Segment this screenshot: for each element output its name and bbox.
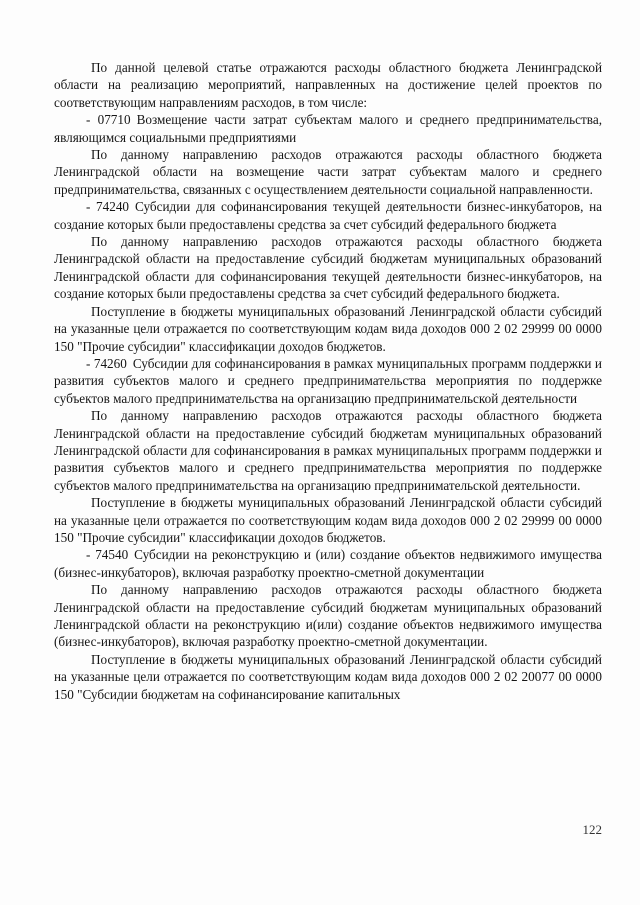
paragraph-text: По данному направлению расходов отражаются расходы областного бюджета Ленинградской области на предоставление субсидий бюджетам муниципальных образований Ленинградской области на реконструкцию и(или) создание объектов недвижимого имущества (бизнес-инкубаторов), включая разработку проектно-сметной документации. (54, 582, 602, 650)
paragraph-74240-description (54, 233, 602, 303)
paragraph-text: Поступление в бюджеты муниципальных образований Ленинградской области субсидий на указанные цели отражается по соответствующим кодам вида доходов 000 2 02 29999 00 0000 150 "Прочие субсидии" классификации доходов бюджетов. (54, 303, 602, 354)
paragraph-74240-income (54, 303, 602, 355)
paragraph-text: По данному направлению расходов отражаются расходы областного бюджета Ленинградской области на предоставление субсидий бюджетам муниципальных образований Ленинградской области для софинансирования текущей деятельности бизнес-инкубаторов, на создание которых были предоставлены средства за счет субсидий федерального бюджета. (54, 234, 602, 302)
paragraph-text: По данному направлению расходов отражаются расходы областного бюджета Ленинградской области на предоставление субсидий бюджетам муниципальных образований Ленинградской области для софинансирования в рамках муниципальных программ поддержки и развития субъектов малого и среднего предпринимательства мероприятия по поддержке субъектов малого предпринимательства на организацию предпринимательской деятельности. (54, 408, 602, 493)
paragraph-74260-income (54, 494, 602, 546)
paragraph-74260-description (54, 407, 602, 494)
expense-code: - 74260 (86, 355, 127, 371)
item-title: Возмещение части затрат субъектам малого и среднего предпринимательства, являющимся социальными предприятиями (54, 112, 602, 145)
paragraph-text: Поступление в бюджеты муниципальных образований Ленинградской области субсидий на указанные цели отражается по соответствующим кодам вида доходов 000 2 02 29999 00 0000 150 "Прочие субсидии" классификации доходов бюджетов. (54, 495, 602, 545)
item-title: Субсидии для софинансирования текущей деятельности бизнес-инкубаторов, на создание которых были предоставлены средства за счет субсидий федерального бюджета (54, 199, 602, 232)
list-item-07710 (54, 111, 602, 146)
paragraph-intro (54, 59, 602, 111)
paragraph-74540-income (54, 651, 602, 703)
paragraph-text: По данной целевой статье отражаются расходы областного бюджета Ленинградской области на реализацию мероприятий, направленных на достижение целей проектов по соответствующим направлениям расходов, в том числе: (54, 60, 602, 110)
page-number: 122 (582, 822, 602, 837)
list-item-74260 (54, 355, 602, 407)
item-title: Субсидии на реконструкцию и (или) создание объектов недвижимого имущества (бизнес-инкубаторов), включая разработку проектно-сметной документации (54, 547, 602, 580)
list-item-74540 (54, 546, 602, 581)
expense-code: - 74240 (86, 199, 130, 215)
paragraph-07710-description (54, 146, 602, 198)
expense-code: - 74540 (86, 547, 129, 563)
list-item-74240 (54, 198, 602, 233)
item-title: Субсидии для софинансирования в рамках муниципальных программ поддержки и развития субъектов малого и среднего предпринимательства мероприятия по поддержке субъектов малого предпринимательства на организацию предпринимательской деятельности (54, 355, 602, 406)
paragraph-text: Поступление в бюджеты муниципальных образований Ленинградской области субсидий на указанные цели отражается по соответствующим кодам вида доходов 000 2 02 20077 00 0000 150 "Субсидии бюджетам на софинансирование капитальных (54, 651, 602, 702)
paragraph-text: По данному направлению расходов отражаются расходы областного бюджета Ленинградской области на возмещение части затрат субъектам малого и среднего предпринимательства, связанных с осуществлением деятельности социальной направленности. (54, 147, 602, 197)
document-body (54, 59, 602, 703)
expense-code: - 07710 (86, 112, 131, 128)
paragraph-74540-description (54, 581, 602, 651)
